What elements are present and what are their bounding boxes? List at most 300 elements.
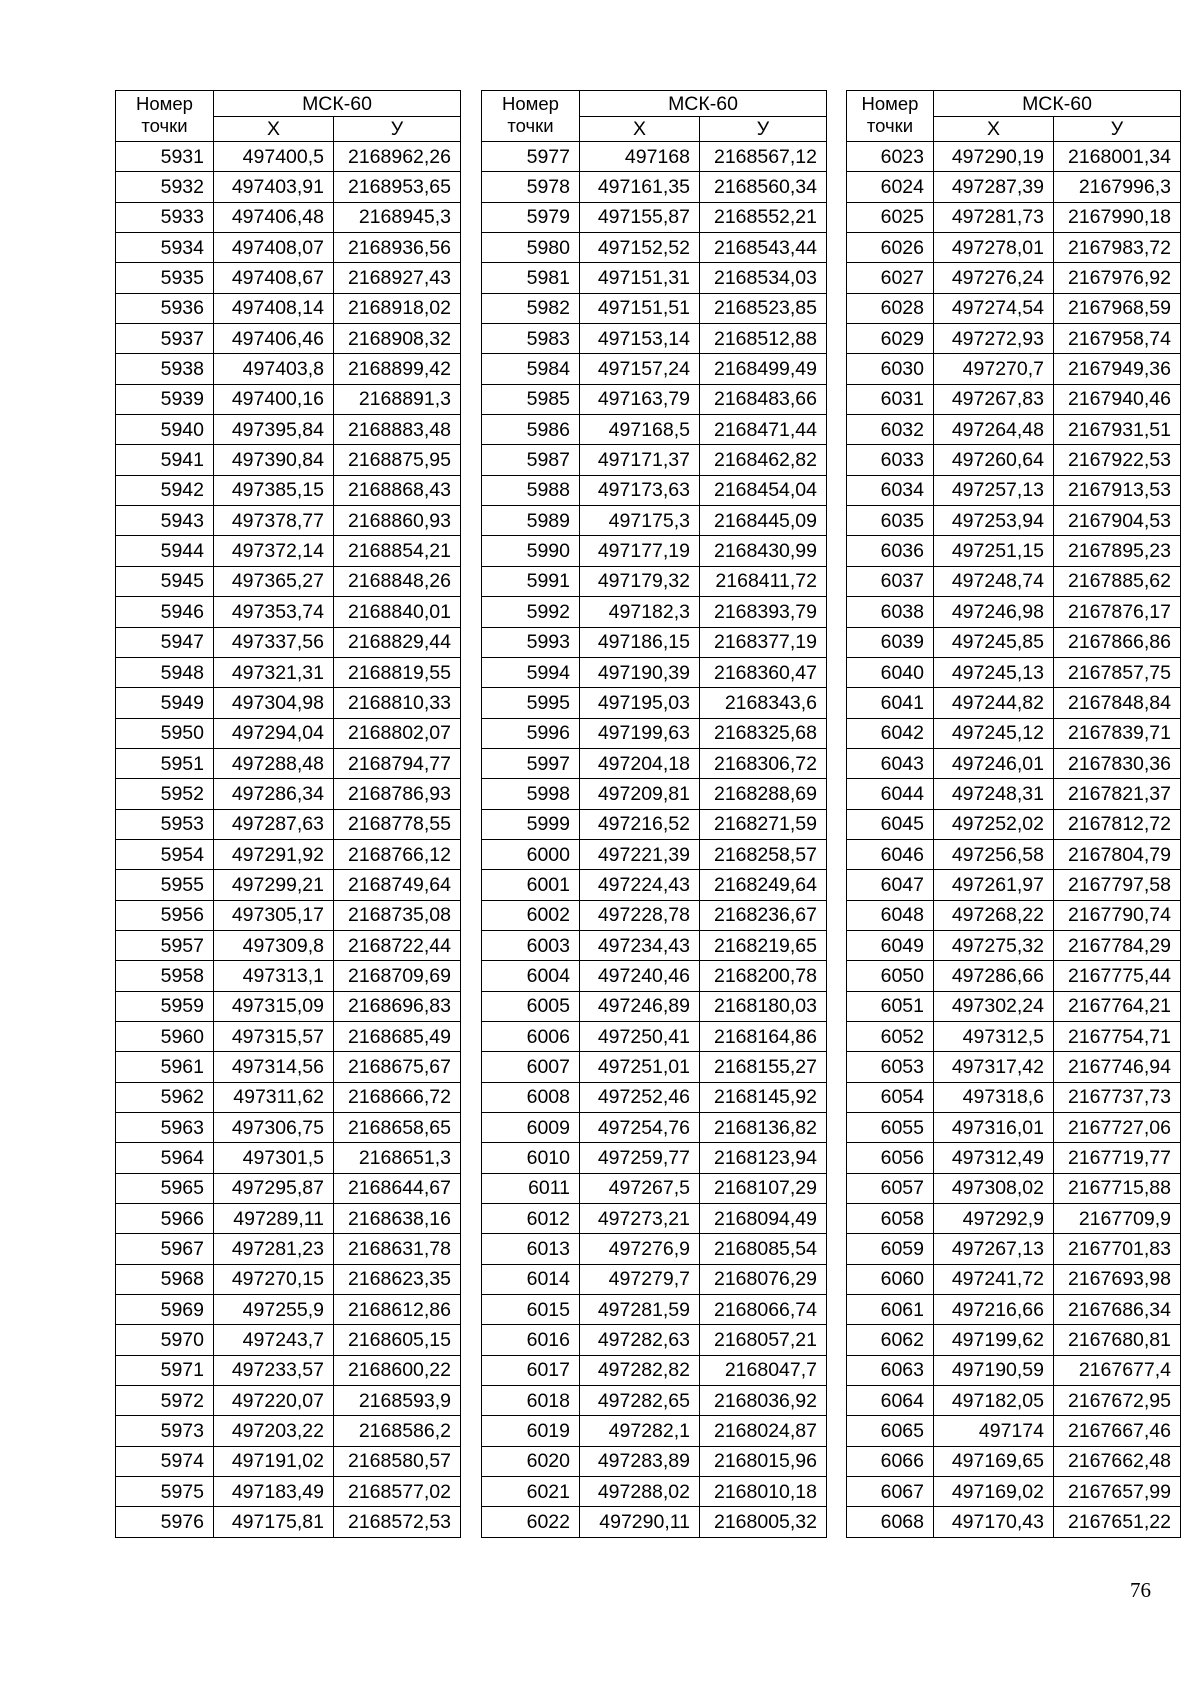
y-coordinate-cell: 2167754,71 [1054,1021,1181,1051]
table-row [847,961,1181,991]
x-coordinate-cell: 497256,58 [934,839,1054,869]
point-number-cell: 6010 [482,1143,580,1173]
x-coordinate-cell: 497308,02 [934,1173,1054,1203]
table-row [482,779,827,809]
y-coordinate-cell: 2167839,71 [1054,718,1181,748]
x-coordinate-cell: 497209,81 [580,779,700,809]
point-number-cell: 6034 [847,475,934,505]
y-coordinate-cell: 2167968,59 [1054,293,1181,323]
table-row [847,627,1181,657]
point-number-cell: 6043 [847,748,934,778]
table-row [482,536,827,566]
point-number-cell: 6026 [847,233,934,263]
y-coordinate-cell: 2168953,65 [334,172,461,202]
y-coordinate-cell: 2168236,67 [700,900,827,930]
x-coordinate-cell: 497245,85 [934,627,1054,657]
x-coordinate-cell: 497216,52 [580,809,700,839]
x-coordinate-cell: 497243,7 [214,1325,334,1355]
table-row [116,1052,461,1082]
y-coordinate-cell: 2167775,44 [1054,961,1181,991]
table-row [116,1173,461,1203]
point-number-cell: 5940 [116,415,214,445]
x-coordinate-cell: 497169,65 [934,1446,1054,1476]
y-coordinate-cell: 2167667,46 [1054,1416,1181,1446]
x-coordinate-cell: 497294,04 [214,718,334,748]
table-row [116,1234,461,1264]
y-coordinate-cell: 2168962,26 [334,142,461,172]
y-coordinate-cell: 2168666,72 [334,1082,461,1112]
point-number-cell: 5963 [116,1113,214,1143]
table-row [482,839,827,869]
table-row [847,1264,1181,1294]
point-number-cell: 6063 [847,1355,934,1385]
point-number-cell: 5961 [116,1052,214,1082]
table-row [482,1234,827,1264]
y-coordinate-cell: 2168891,3 [334,384,461,414]
table-row [847,1355,1181,1385]
x-coordinate-cell: 497272,93 [934,324,1054,354]
x-coordinate-cell: 497281,59 [580,1295,700,1325]
point-number-cell: 5955 [116,870,214,900]
x-coordinate-cell: 497321,31 [214,657,334,687]
x-coordinate-cell: 497246,98 [934,597,1054,627]
x-coordinate-cell: 497276,9 [580,1234,700,1264]
y-coordinate-cell: 2167848,84 [1054,688,1181,718]
point-number-cell: 6001 [482,870,580,900]
point-number-cell: 5987 [482,445,580,475]
x-coordinate-cell: 497408,07 [214,233,334,263]
point-number-cell: 6027 [847,263,934,293]
point-number-cell: 6057 [847,1173,934,1203]
y-coordinate-cell: 2168462,82 [700,445,827,475]
point-number-cell: 5992 [482,597,580,627]
point-number-cell: 6019 [482,1416,580,1446]
y-coordinate-cell: 2168778,55 [334,809,461,839]
y-coordinate-cell: 2168288,69 [700,779,827,809]
table-row [116,718,461,748]
point-number-cell: 5968 [116,1264,214,1294]
x-coordinate-cell: 497186,15 [580,627,700,657]
table-row [482,870,827,900]
point-number-cell: 5999 [482,809,580,839]
y-coordinate-cell: 2168024,87 [700,1416,827,1446]
table-row [847,475,1181,505]
point-number-cell: 5974 [116,1446,214,1476]
x-coordinate-cell: 497240,46 [580,961,700,991]
table-row [116,475,461,505]
table-row [482,627,827,657]
table-row [116,1204,461,1234]
x-coordinate-cell: 497406,46 [214,324,334,354]
point-number-cell: 5985 [482,384,580,414]
table-row [847,779,1181,809]
y-coordinate-cell: 2168685,49 [334,1021,461,1051]
point-number-cell: 6052 [847,1021,934,1051]
x-coordinate-cell: 497306,75 [214,1113,334,1143]
x-coordinate-cell: 497191,02 [214,1446,334,1476]
y-coordinate-cell: 2167885,62 [1054,566,1181,596]
y-coordinate-cell: 2167657,99 [1054,1477,1181,1507]
table-row [482,961,827,991]
y-coordinate-cell: 2167990,18 [1054,202,1181,232]
point-number-cell: 5951 [116,748,214,778]
table-row [482,506,827,536]
y-coordinate-cell: 2167895,23 [1054,536,1181,566]
table-row [116,839,461,869]
point-number-header [847,91,934,142]
point-number-cell: 5933 [116,202,214,232]
y-coordinate-cell: 2168036,92 [700,1386,827,1416]
table-row [482,475,827,505]
point-number-cell: 6018 [482,1386,580,1416]
y-coordinate-cell: 2168258,57 [700,839,827,869]
x-coordinate-cell: 497287,63 [214,809,334,839]
y-coordinate-cell: 2168600,22 [334,1355,461,1385]
x-coordinate-cell: 497179,32 [580,566,700,596]
x-coordinate-cell: 497163,79 [580,384,700,414]
x-coordinate-cell: 497286,34 [214,779,334,809]
point-number-cell: 6055 [847,1113,934,1143]
point-number-cell: 6020 [482,1446,580,1476]
point-number-cell: 5954 [116,839,214,869]
x-coordinate-cell: 497261,97 [934,870,1054,900]
y-coordinate-cell: 2168015,96 [700,1446,827,1476]
y-coordinate-cell: 2168360,47 [700,657,827,687]
x-coordinate-cell: 497250,41 [580,1021,700,1051]
x-coordinate-cell: 497251,15 [934,536,1054,566]
table-row [116,870,461,900]
y-coordinate-cell: 2168552,21 [700,202,827,232]
x-coordinate-cell: 497221,39 [580,839,700,869]
table-row [847,1021,1181,1051]
point-number-cell: 6050 [847,961,934,991]
x-coordinate-cell: 497403,91 [214,172,334,202]
table-row [116,991,461,1021]
point-number-cell: 5989 [482,506,580,536]
table-row [847,142,1181,172]
table-body [847,142,1181,1538]
point-number-cell: 6037 [847,566,934,596]
table-row [116,930,461,960]
x-coordinate-cell: 497408,14 [214,293,334,323]
point-number-cell: 6038 [847,597,934,627]
point-number-cell: 5948 [116,657,214,687]
table-row [116,233,461,263]
y-coordinate-cell: 2167958,74 [1054,324,1181,354]
x-coordinate-cell: 497337,56 [214,627,334,657]
y-coordinate-cell: 2168123,94 [700,1143,827,1173]
x-coordinate-cell: 497316,01 [934,1113,1054,1143]
y-coordinate-cell: 2167804,79 [1054,839,1181,869]
point-number-cell: 5967 [116,1234,214,1264]
point-number-cell: 6004 [482,961,580,991]
x-coordinate-cell: 497190,59 [934,1355,1054,1385]
table-row [847,354,1181,384]
point-number-cell: 6003 [482,930,580,960]
point-number-cell: 5982 [482,293,580,323]
x-coordinate-cell: 497290,19 [934,142,1054,172]
table-row [482,1325,827,1355]
point-number-cell: 5990 [482,536,580,566]
table-row [482,1052,827,1082]
point-number-cell: 5988 [482,475,580,505]
table-row [116,142,461,172]
y-coordinate-cell: 2167686,34 [1054,1295,1181,1325]
x-coordinate-cell: 497246,01 [934,748,1054,778]
table-row [482,415,827,445]
table-row [116,384,461,414]
page-number: 76 [1130,1578,1151,1602]
x-coordinate-cell: 497254,76 [580,1113,700,1143]
table-row [847,1082,1181,1112]
point-number-header-line-1: Номер [502,93,559,114]
x-coordinate-cell: 497282,63 [580,1325,700,1355]
table-row [116,536,461,566]
y-coordinate-cell: 2168749,64 [334,870,461,900]
table-row [847,1143,1181,1173]
table-row [847,1052,1181,1082]
x-coordinate-cell: 497260,64 [934,445,1054,475]
y-coordinate-cell: 2168644,67 [334,1173,461,1203]
y-coordinate-cell: 2168651,3 [334,1143,461,1173]
y-coordinate-cell: 2168430,99 [700,536,827,566]
y-coordinate-cell: 2167651,22 [1054,1507,1181,1537]
x-coordinate-cell: 497190,39 [580,657,700,687]
y-coordinate-cell: 2168107,29 [700,1173,827,1203]
y-coordinate-cell: 2168094,49 [700,1204,827,1234]
x-coordinate-cell: 497289,11 [214,1204,334,1234]
point-number-cell: 5943 [116,506,214,536]
point-number-cell: 5998 [482,779,580,809]
x-coordinate-cell: 497282,1 [580,1416,700,1446]
table-row [116,293,461,323]
x-coordinate-cell: 497248,31 [934,779,1054,809]
point-number-cell: 5970 [116,1325,214,1355]
y-coordinate-cell: 2168735,08 [334,900,461,930]
y-coordinate-cell: 2167876,17 [1054,597,1181,627]
y-coordinate-cell: 2167784,29 [1054,930,1181,960]
x-coordinate-cell: 497315,57 [214,1021,334,1051]
x-coordinate-cell: 497282,65 [580,1386,700,1416]
y-coordinate-cell: 2168786,93 [334,779,461,809]
table-row [482,233,827,263]
y-coordinate-cell: 2168802,07 [334,718,461,748]
point-number-cell: 5938 [116,354,214,384]
point-number-header [116,91,214,142]
table-row [482,930,827,960]
table-row [482,384,827,414]
point-number-cell: 6021 [482,1477,580,1507]
table-row [847,900,1181,930]
x-coordinate-cell: 497171,37 [580,445,700,475]
table-row [482,1386,827,1416]
table-row [847,839,1181,869]
table-row [482,1477,827,1507]
point-number-cell: 5981 [482,263,580,293]
point-number-cell: 6016 [482,1325,580,1355]
x-coordinate-cell: 497151,51 [580,293,700,323]
table-row [116,1113,461,1143]
point-number-cell: 6054 [847,1082,934,1112]
point-number-cell: 5932 [116,172,214,202]
y-coordinate-cell: 2168377,19 [700,627,827,657]
point-number-cell: 6040 [847,657,934,687]
x-coordinate-cell: 497170,43 [934,1507,1054,1537]
table-row [116,688,461,718]
table-row [482,202,827,232]
x-coordinate-cell: 497292,9 [934,1204,1054,1234]
table-row [847,1507,1181,1537]
x-coordinate-cell: 497270,7 [934,354,1054,384]
point-number-cell: 5952 [116,779,214,809]
x-coordinate-cell: 497220,07 [214,1386,334,1416]
point-number-cell: 6042 [847,718,934,748]
y-coordinate-cell: 2168572,53 [334,1507,461,1537]
table-row [116,1325,461,1355]
point-number-cell: 5980 [482,233,580,263]
y-coordinate-cell: 2168868,43 [334,475,461,505]
table-row [482,1416,827,1446]
point-number-cell: 6009 [482,1113,580,1143]
point-number-cell: 5972 [116,1386,214,1416]
point-number-cell: 6014 [482,1264,580,1294]
point-number-cell: 5959 [116,991,214,1021]
y-coordinate-cell: 2168523,85 [700,293,827,323]
table-row [482,718,827,748]
coordinate-system-header: МСК-60 [214,91,461,117]
y-coordinate-cell: 2168612,86 [334,1295,461,1325]
point-number-header-line-1: Номер [136,93,193,114]
y-coordinate-cell: 2168658,65 [334,1113,461,1143]
table-row [847,566,1181,596]
point-number-cell: 5997 [482,748,580,778]
point-number-cell: 6024 [847,172,934,202]
x-coordinate-cell: 497268,22 [934,900,1054,930]
y-coordinate-cell: 2167913,53 [1054,475,1181,505]
x-coordinate-cell: 497182,3 [580,597,700,627]
table-row [116,1143,461,1173]
x-coordinate-cell: 497301,5 [214,1143,334,1173]
table-row [482,142,827,172]
point-number-cell: 5965 [116,1173,214,1203]
table-row [482,688,827,718]
point-number-cell: 6045 [847,809,934,839]
y-coordinate-cell: 2167931,51 [1054,415,1181,445]
point-number-cell: 6000 [482,839,580,869]
x-coordinate-cell: 497304,98 [214,688,334,718]
table-row [116,779,461,809]
y-coordinate-cell: 2168819,55 [334,657,461,687]
point-number-cell: 6029 [847,324,934,354]
point-number-cell: 6017 [482,1355,580,1385]
y-coordinate-cell: 2168696,83 [334,991,461,1021]
x-coordinate-cell: 497204,18 [580,748,700,778]
point-number-cell: 6008 [482,1082,580,1112]
x-column-header: X [934,117,1054,142]
x-coordinate-cell: 497275,32 [934,930,1054,960]
table-row [116,202,461,232]
point-number-cell: 6051 [847,991,934,1021]
y-coordinate-cell: 2168883,48 [334,415,461,445]
table-row [482,293,827,323]
table-row [482,657,827,687]
y-coordinate-cell: 2168534,03 [700,263,827,293]
x-coordinate-cell: 497295,87 [214,1173,334,1203]
table-row [847,1234,1181,1264]
point-number-cell: 5975 [116,1477,214,1507]
y-coordinate-cell: 2168586,2 [334,1416,461,1446]
table-row [847,870,1181,900]
table-row [847,506,1181,536]
x-coordinate-cell: 497252,02 [934,809,1054,839]
point-number-cell: 5946 [116,597,214,627]
x-coordinate-cell: 497174 [934,1416,1054,1446]
x-coordinate-cell: 497309,8 [214,930,334,960]
table-row [116,263,461,293]
table-row [847,324,1181,354]
y-coordinate-cell: 2168343,6 [700,688,827,718]
y-coordinate-cell: 2168567,12 [700,142,827,172]
table-row [482,597,827,627]
x-coordinate-cell: 497152,52 [580,233,700,263]
point-number-cell: 5957 [116,930,214,960]
y-coordinate-cell: 2167737,73 [1054,1082,1181,1112]
x-coordinate-cell: 497246,89 [580,991,700,1021]
table-row [116,1416,461,1446]
table-row [116,1082,461,1112]
table-row [847,172,1181,202]
y-coordinate-cell: 2168512,88 [700,324,827,354]
x-coordinate-cell: 497287,39 [934,172,1054,202]
x-coordinate-cell: 497216,66 [934,1295,1054,1325]
point-number-cell: 6022 [482,1507,580,1537]
table-row [482,1082,827,1112]
x-coordinate-cell: 497390,84 [214,445,334,475]
y-coordinate-cell: 2168271,59 [700,809,827,839]
y-coordinate-cell: 2167677,4 [1054,1355,1181,1385]
y-coordinate-cell: 2168219,65 [700,930,827,960]
table-body [482,142,827,1538]
point-number-cell: 5971 [116,1355,214,1385]
y-coordinate-cell: 2168675,67 [334,1052,461,1082]
x-coordinate-cell: 497245,12 [934,718,1054,748]
x-coordinate-cell: 497234,43 [580,930,700,960]
y-coordinate-cell: 2168709,69 [334,961,461,991]
x-coordinate-cell: 497365,27 [214,566,334,596]
y-coordinate-cell: 2168577,02 [334,1477,461,1507]
x-coordinate-cell: 497270,15 [214,1264,334,1294]
table-row [116,1386,461,1416]
x-coordinate-cell: 497224,43 [580,870,700,900]
table-row [847,1416,1181,1446]
table-row [116,354,461,384]
y-coordinate-cell: 2167949,36 [1054,354,1181,384]
table-row [847,1446,1181,1476]
x-coordinate-cell: 497318,6 [934,1082,1054,1112]
table-row [482,566,827,596]
y-coordinate-cell: 2167857,75 [1054,657,1181,687]
table-row [116,415,461,445]
y-coordinate-cell: 2168076,29 [700,1264,827,1294]
table-row [847,536,1181,566]
table-row [847,809,1181,839]
point-number-cell: 5960 [116,1021,214,1051]
y-coordinate-cell: 2168454,04 [700,475,827,505]
x-coordinate-cell: 497278,01 [934,233,1054,263]
table-row [482,354,827,384]
y-coordinate-cell: 2167812,72 [1054,809,1181,839]
x-coordinate-cell: 497175,81 [214,1507,334,1537]
